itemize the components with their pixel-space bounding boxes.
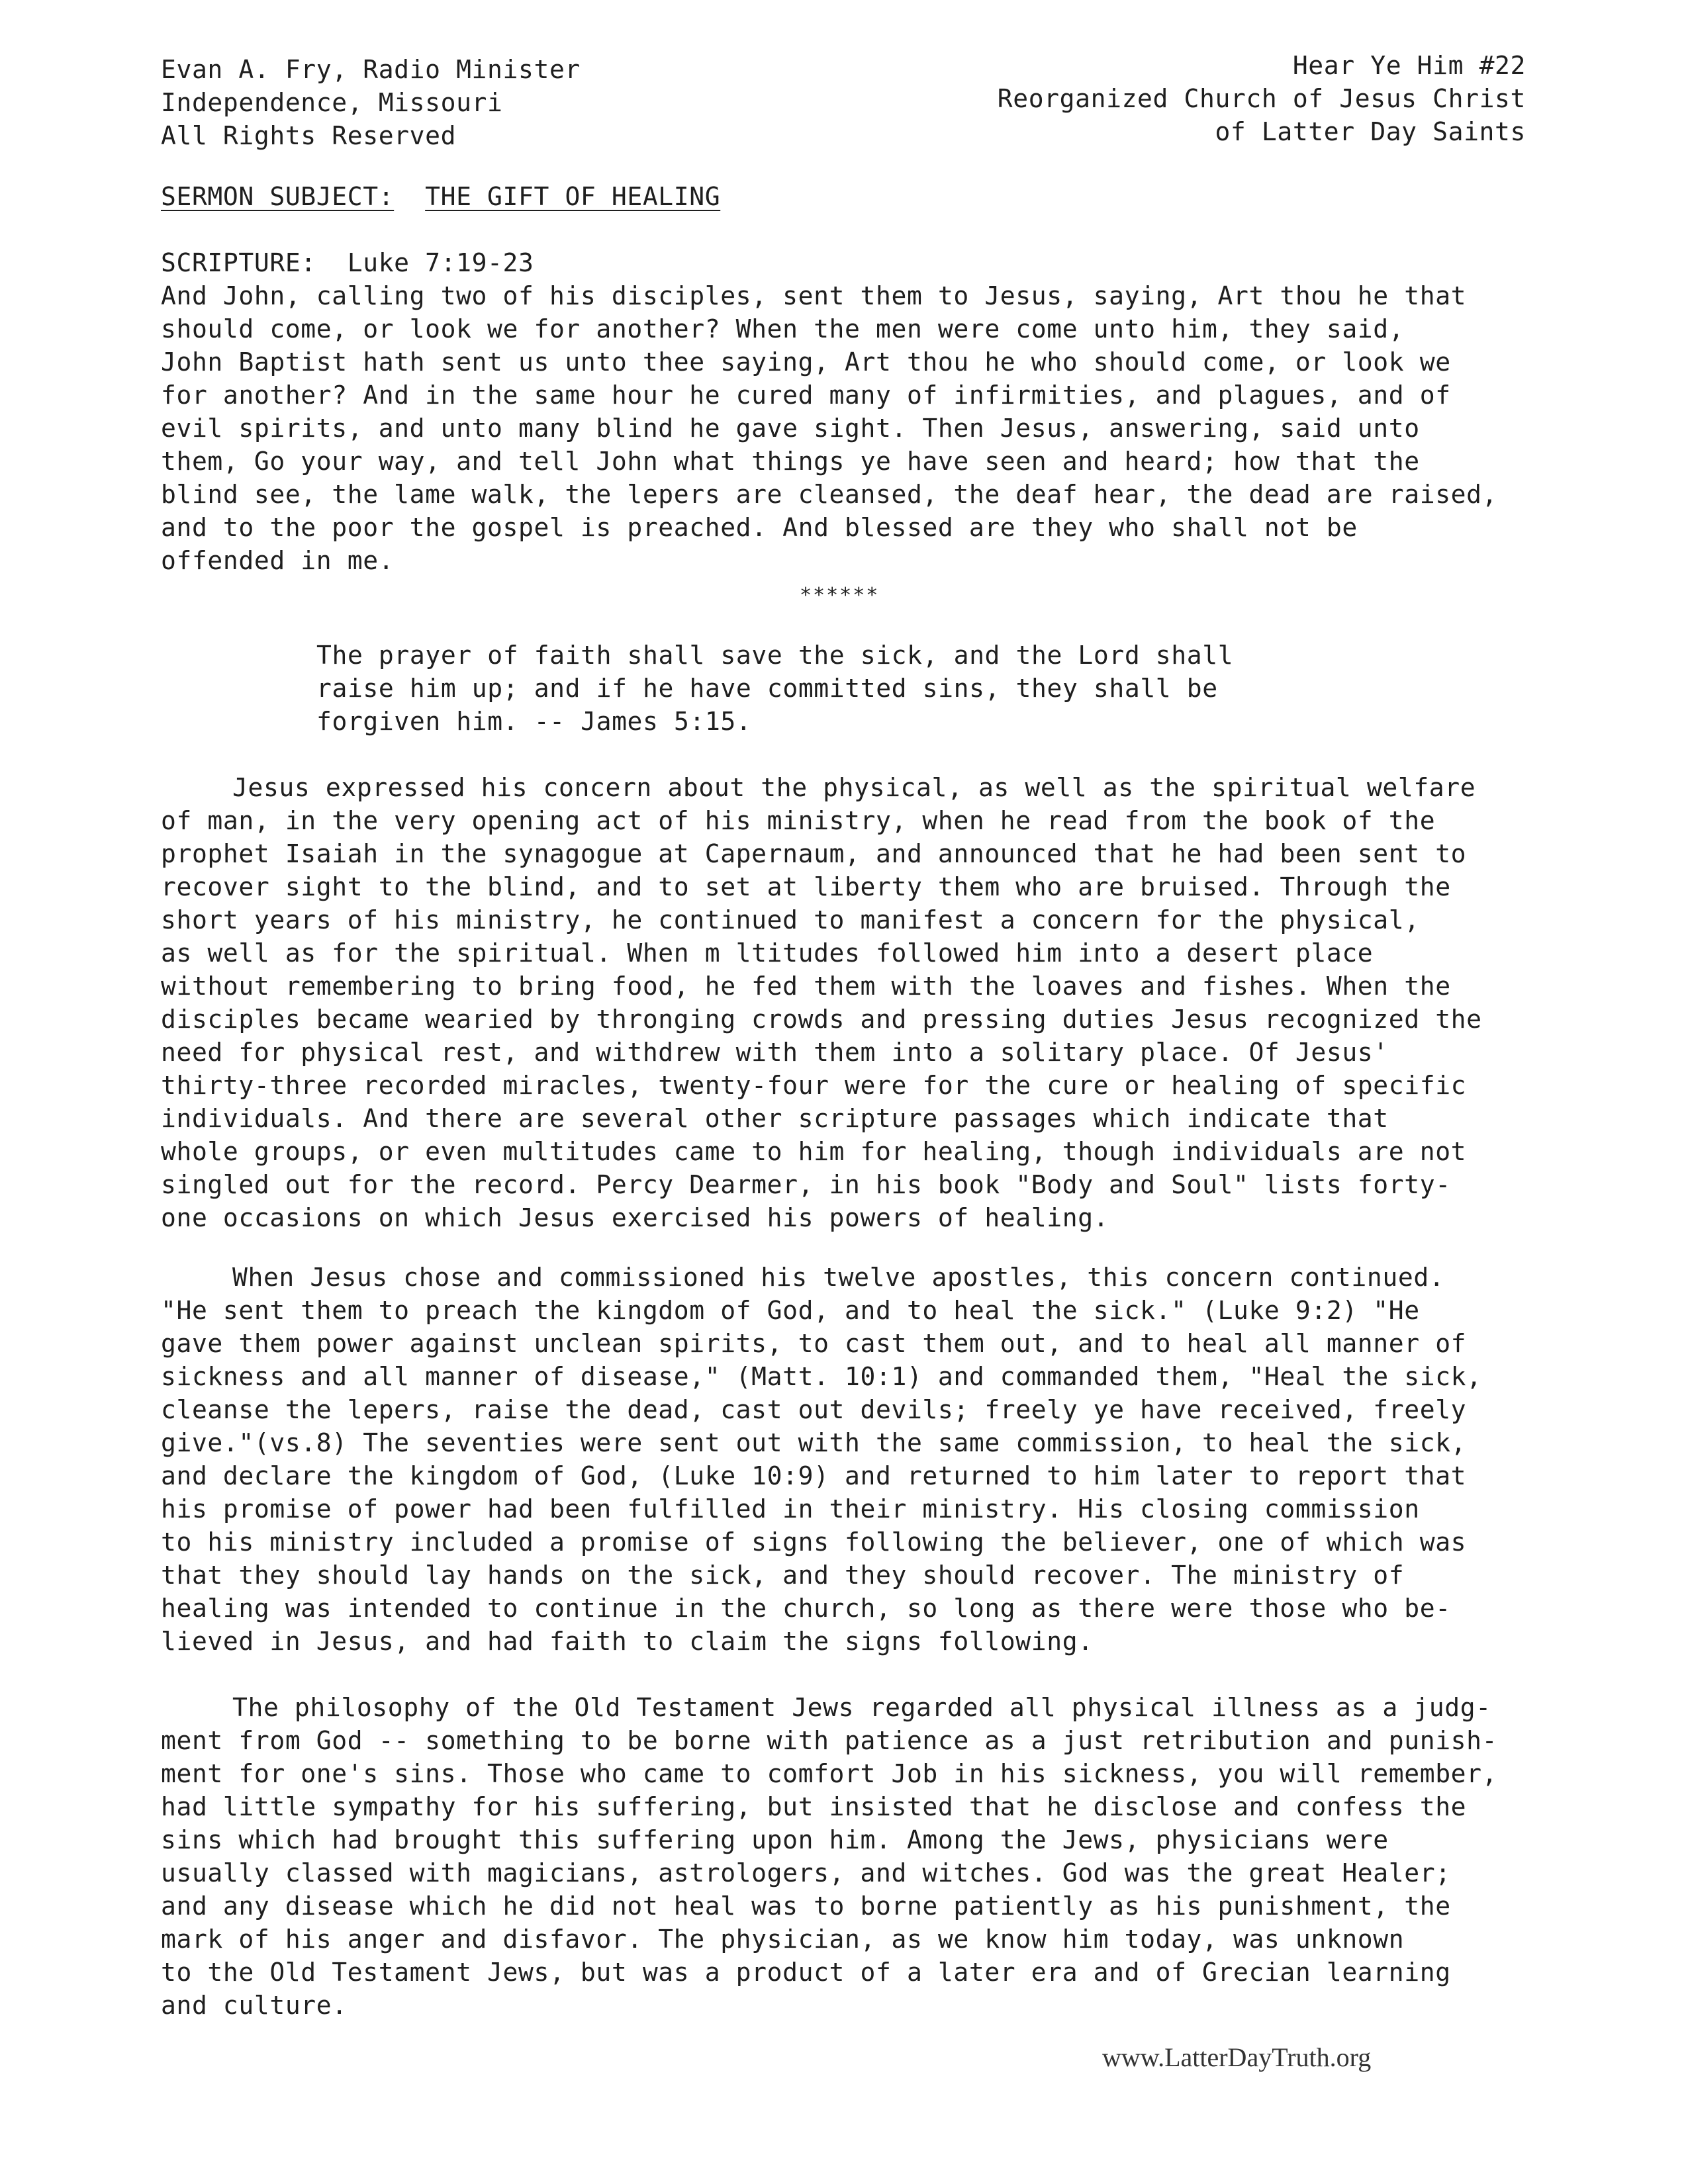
scripture-line: And John, calling two of his disciples, sent them to Jesus, saying, Art thou he that — [161, 281, 1467, 310]
scripture-line: blind see, the lame walk, the lepers are cleansed, the deaf hear, the dead are raised, — [161, 480, 1498, 509]
paragraph-line: gave them power against unclean spirits, to cast them out, and to heal all manner of — [161, 1329, 1467, 1358]
scripture-line: and to the poor the gospel is preached. And blessed are they who shall not be — [161, 513, 1358, 542]
paragraph-line: ment for one's sins. Those who came to comfort Job in his sickness, you will remember, — [161, 1759, 1498, 1788]
header-author-block — [161, 53, 581, 152]
scripture-heading — [161, 246, 534, 279]
paragraph-line: short years of his ministry, he continued to manifest a concern for the physical, — [161, 905, 1420, 934]
scripture-line: offended in me. — [161, 546, 395, 575]
sermon-subject — [161, 180, 720, 213]
scripture-passage — [161, 279, 1497, 577]
scripture-line: John Baptist hath sent us unto thee saying, Art thou he who should come, or look we — [161, 347, 1451, 377]
paragraph-line: whole groups, or even multitudes came to him for healing, though individuals are not — [161, 1137, 1467, 1166]
paragraph-line: healing was intended to continue in the church, so long as there were those who be- — [161, 1594, 1451, 1623]
header-series-block — [950, 49, 1526, 148]
quote-line: raise him up; and if he have committed sins, they shall be — [316, 674, 1218, 703]
paragraph-line: thirty-three recorded miracles, twenty-four were for the cure or healing of specific — [161, 1071, 1467, 1100]
paragraph-line: singled out for the record. Percy Dearmer, in his book "Body and Soul" lists forty- — [161, 1170, 1451, 1199]
scripture-line: for another? And in the same hour he cured many of infirmities, and plagues, and of — [161, 381, 1451, 410]
paragraph-line: without remembering to bring food, he fed them with the loaves and fishes. When the — [161, 972, 1451, 1001]
body-paragraph-2 — [161, 1261, 1482, 1658]
paragraph-line: that they should lay hands on the sick, and they should recover. The ministry of — [161, 1561, 1405, 1590]
paragraph-line: "He sent them to preach the kingdom of God, and to heal the sick." (Luke 9:2) "He — [161, 1296, 1420, 1325]
author-line: Evan A. Fry, Radio Minister — [161, 55, 581, 84]
series-number: Hear Ye Him #22 — [1292, 51, 1526, 80]
paragraph-line: sins which had brought this suffering upon him. Among the Jews, physicians were — [161, 1825, 1389, 1854]
quote-line: The prayer of faith shall save the sick, and the Lord shall — [316, 641, 1234, 670]
paragraph-line: and any disease which he did not heal was to borne patiently as his punishment, the — [161, 1891, 1451, 1921]
quote-line: forgiven him. -- James 5:15. — [316, 707, 752, 736]
subject-label: SERMON SUBJECT: — [161, 182, 395, 211]
paragraph-line: to the Old Testament Jews, but was a product of a later era and of Grecian learning — [161, 1958, 1451, 1987]
subject-title: THE GIFT OF HEALING — [425, 182, 721, 211]
paragraph-line: recover sight to the blind, and to set at liberty them who are bruised. Through the — [161, 872, 1451, 901]
paragraph-line: to his ministry included a promise of signs following the believer, one of which was — [161, 1527, 1467, 1557]
paragraph-line: had little sympathy for his suffering, but insisted that he disclose and confess the — [161, 1792, 1467, 1821]
epigraph-quote — [316, 639, 1233, 738]
paragraph-line: and declare the kingdom of God, (Luke 10:9) and returned to him later to report that — [161, 1461, 1467, 1490]
paragraph-line: and culture. — [161, 1991, 348, 2020]
paragraph-line: his promise of power had been fulfilled in their ministry. His closing commission — [161, 1494, 1420, 1524]
paragraph-line: of man, in the very opening act of his ministry, when he read from the book of the — [161, 806, 1436, 835]
paragraph-line: disciples became wearied by thronging crowds and pressing duties Jesus recognized the — [161, 1005, 1482, 1034]
paragraph-line: cleanse the lepers, raise the dead, cast out devils; freely ye have received, freely — [161, 1395, 1467, 1424]
section-separator: ****** — [800, 584, 880, 607]
paragraph-line: lieved in Jesus, and had faith to claim the signs following. — [161, 1627, 1094, 1656]
scripture-line: should come, or look we for another? When the men were come unto him, they said, — [161, 314, 1405, 343]
paragraph-line: usually classed with magicians, astrologers, and witches. God was the great Healer; — [161, 1858, 1451, 1888]
website-link[interactable]: www.LatterDayTruth.org — [1102, 2042, 1372, 2072]
paragraph-line: prophet Isaiah in the synagogue at Capernaum, and announced that he had been sent to — [161, 839, 1467, 868]
scripture-label: SCRIPTURE: — [161, 248, 316, 277]
body-paragraph-3 — [161, 1691, 1497, 2022]
scripture-line: them, Go your way, and tell John what things ye have seen and heard; how that the — [161, 447, 1420, 476]
body-paragraph-1 — [161, 771, 1482, 1234]
paragraph-line: When Jesus chose and commissioned his twelve apostles, this concern continued. — [232, 1263, 1445, 1292]
rights-line: All Rights Reserved — [161, 121, 457, 150]
church-name-line-2: of Latter Day Saints — [1215, 117, 1526, 146]
paragraph-line: as well as for the spiritual. When m ltitudes followed him into a desert place — [161, 938, 1374, 968]
paragraph-line: one occasions on which Jesus exercised his powers of healing. — [161, 1203, 1109, 1232]
paragraph-line: individuals. And there are several other scripture passages which indicate that — [161, 1104, 1389, 1133]
paragraph-line: ment from God -- something to be borne with patience as a just retribution and punish- — [161, 1726, 1498, 1755]
church-name-line-1: Reorganized Church of Jesus Christ — [997, 84, 1526, 113]
paragraph-line: need for physical rest, and withdrew with them into a solitary place. Of Jesus' — [161, 1038, 1389, 1067]
paragraph-line: give."(vs.8) The seventies were sent out with the same commission, to heal the sick, — [161, 1428, 1467, 1457]
scripture-line: evil spirits, and unto many blind he gave sight. Then Jesus, answering, said unto — [161, 414, 1420, 443]
paragraph-line: mark of his anger and disfavor. The physician, as we know him today, was unknown — [161, 1925, 1405, 1954]
paragraph-line: sickness and all manner of disease," (Matt. 10:1) and commanded them, "Heal the sick, — [161, 1362, 1482, 1391]
paragraph-line: Jesus expressed his concern about the physical, as well as the spiritual welfare — [232, 773, 1476, 802]
paragraph-line: The philosophy of the Old Testament Jews regarded all physical illness as a judg- — [232, 1693, 1491, 1722]
location-line: Independence, Missouri — [161, 88, 503, 117]
scripture-reference: Luke 7:19-23 — [347, 248, 534, 277]
